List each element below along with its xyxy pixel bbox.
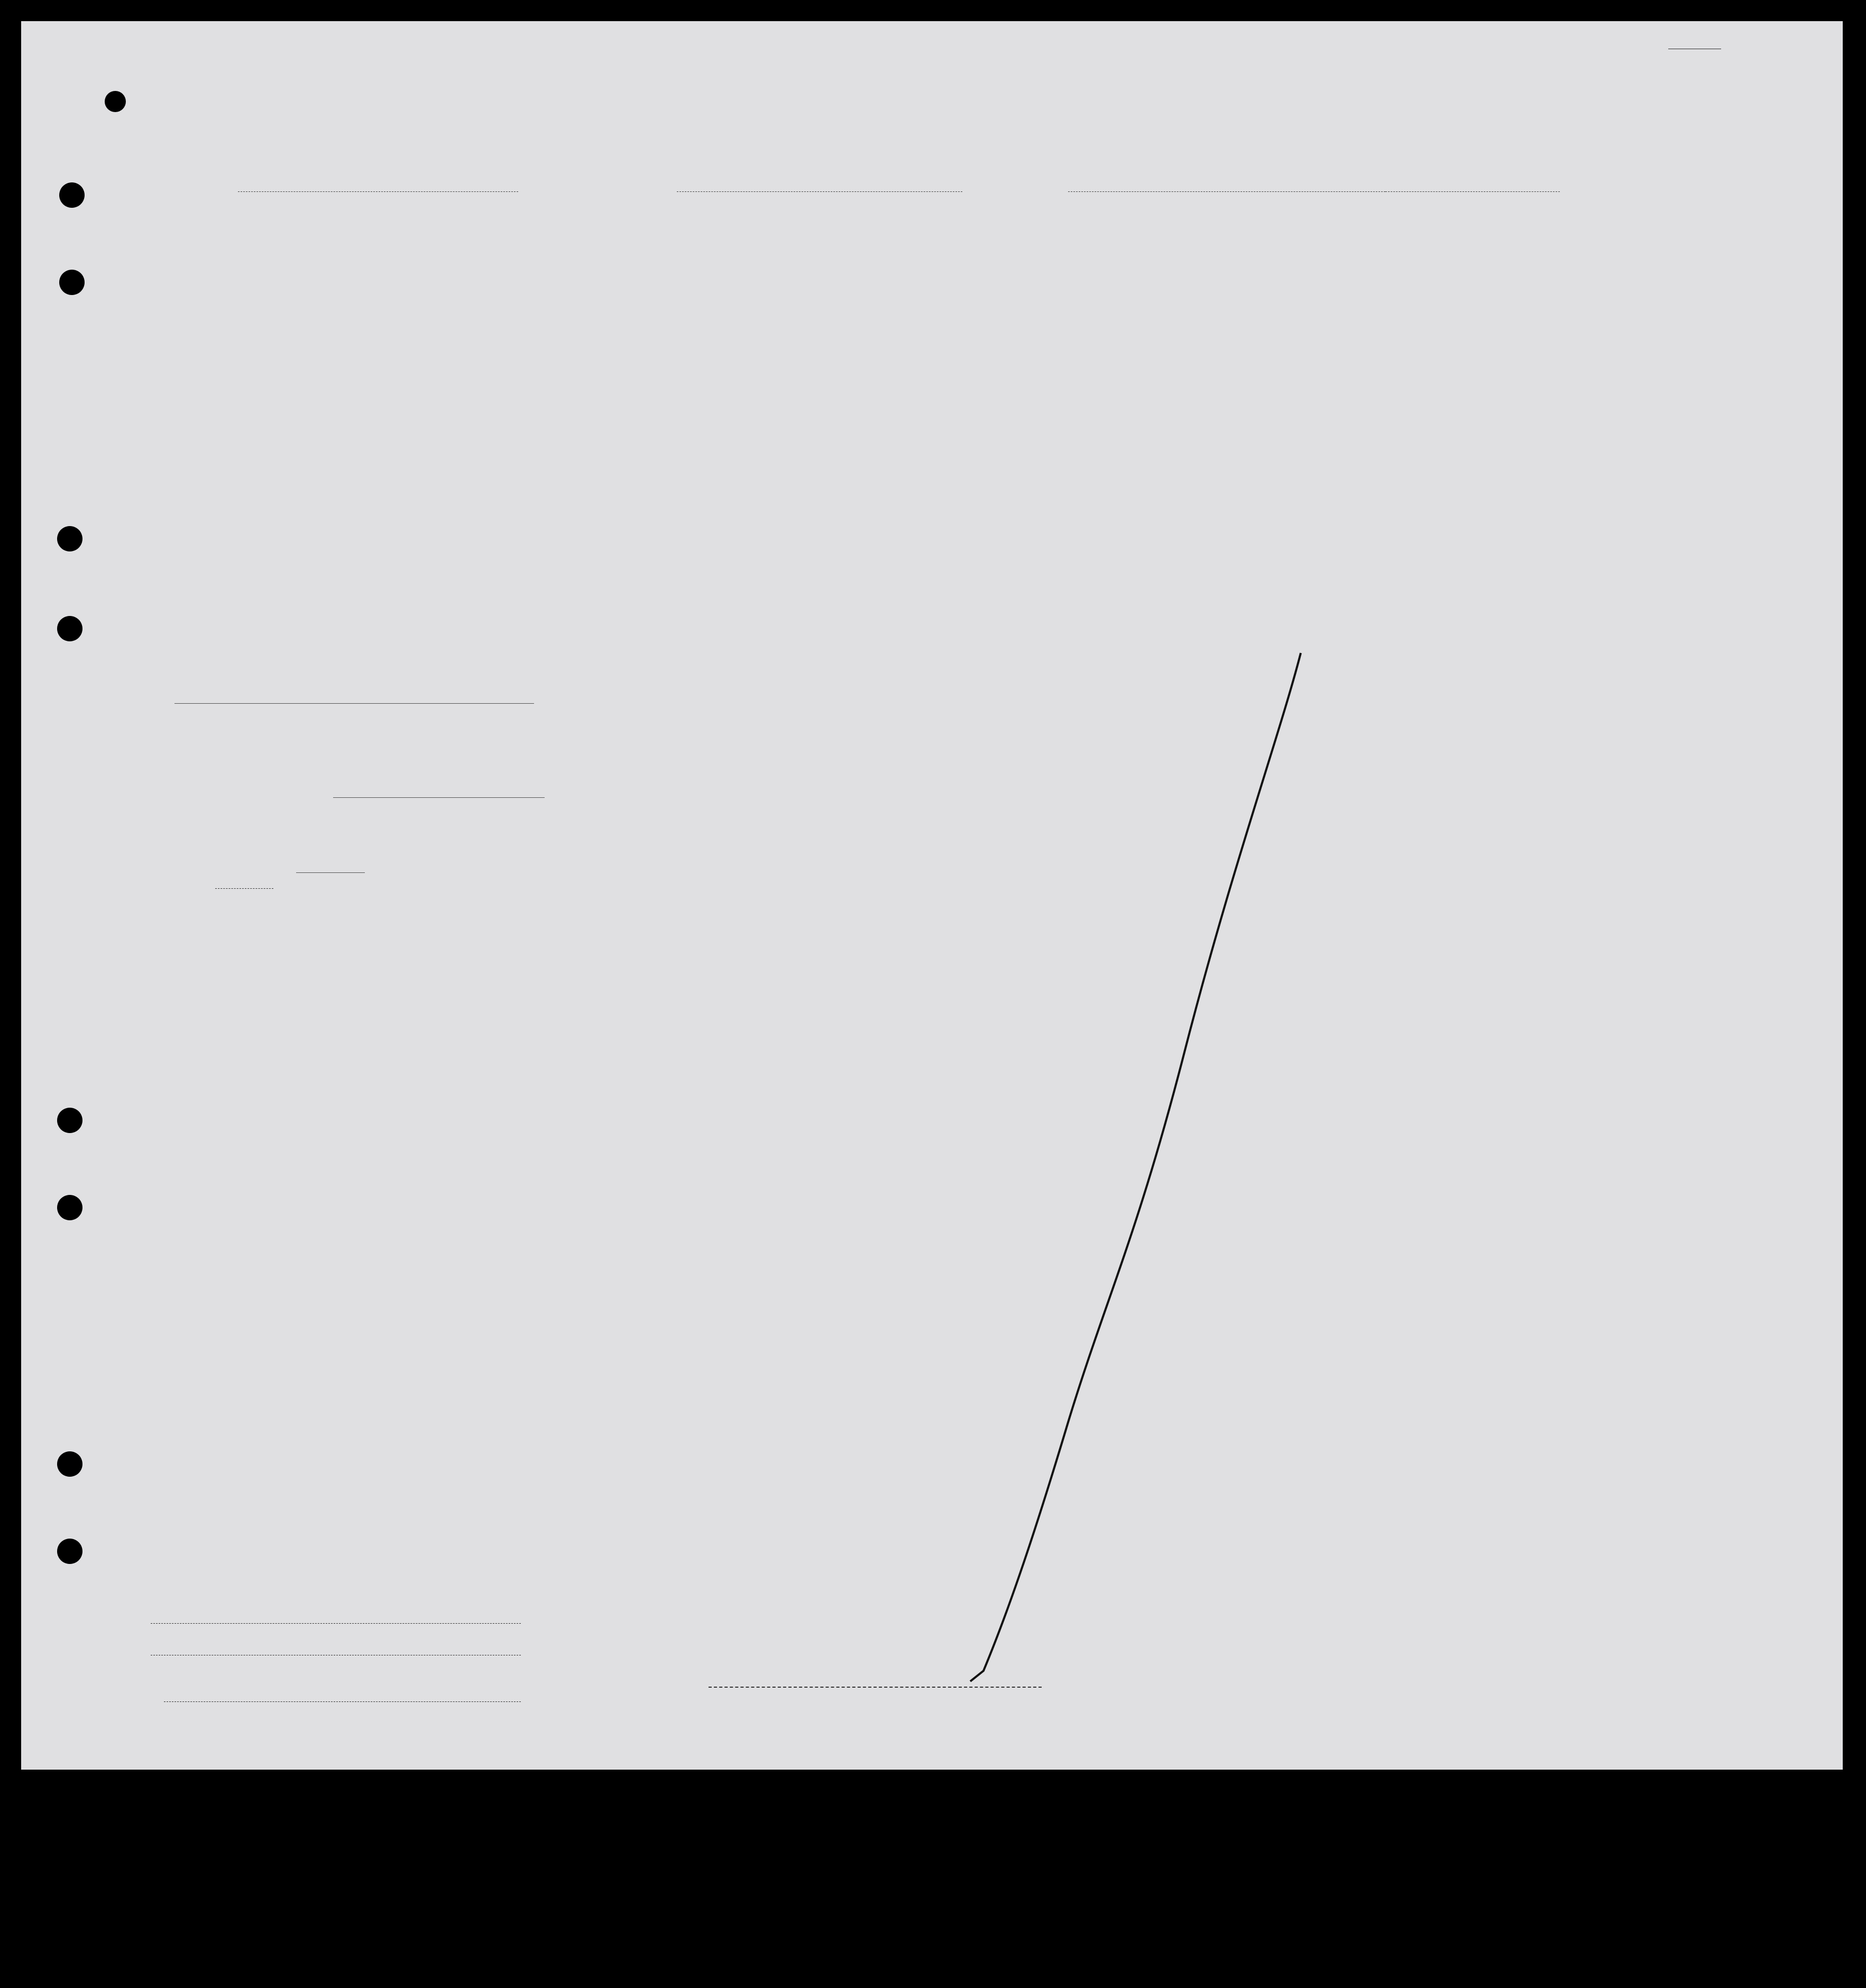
- manifest-page: [21, 21, 1843, 1770]
- footer-agents-line: [164, 1701, 521, 1702]
- punch-hole: [59, 270, 85, 295]
- punch-hole: [57, 616, 82, 641]
- punch-hole: [105, 91, 126, 112]
- punch-hole: [57, 1539, 82, 1564]
- punch-hole: [57, 1108, 82, 1133]
- cancel-stroke: [21, 21, 1843, 1770]
- footer-line-value: [151, 1623, 521, 1624]
- inspector-line: [709, 1687, 1042, 1688]
- punch-hole: [59, 182, 85, 208]
- punch-hole: [57, 1451, 82, 1477]
- punch-hole: [57, 1195, 82, 1220]
- punch-hole: [57, 526, 82, 551]
